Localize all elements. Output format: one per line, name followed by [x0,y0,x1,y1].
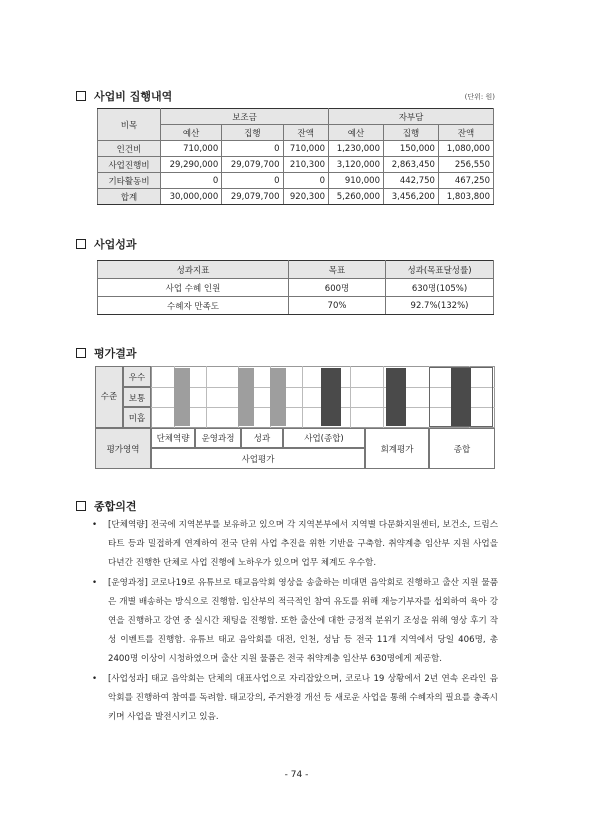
rating-bar [238,368,254,426]
checkbox-icon [76,501,86,511]
section-title-budget: 사업비 집행내역 [76,88,172,104]
subheader-budget: 예산 [329,125,384,141]
area-label: 평가영역 [106,445,140,455]
table-row: 기타활동비 0 0 0 910,000 442,750 467,250 [98,173,494,189]
area-capacity: 단체역량 [156,434,190,444]
rating-bar [174,368,190,426]
list-item: • [단체역량] 전국에 지역본부를 보유하고 있으며 각 지역본부에서 지역별 다문화지원센터, 보건소, 드림스타트 등과 밀접하게 연계하여 전국 단위 사업 추진을 위한 기반을 구축함. 취약계층 임산부 지원 사업을 다년간 진행한 단체로 사업 진행에 노하우가 있으며 업무 체계도 우수함. [92,520,498,569]
checkbox-icon [76,91,86,101]
level-excellent: 우수 [128,373,146,383]
header-subsidy: 보조금 [161,109,329,125]
page-number: - 74 - [284,770,309,780]
budget-table [97,108,494,205]
table-row: 사업 수혜 인원 600명 630명(105%) [98,279,494,297]
subheader-balance: 잔액 [438,125,493,141]
header-result: 성과(목표달성률) [386,261,494,279]
subheader-budget: 예산 [161,125,222,141]
section-title-performance: 사업성과 [76,236,137,252]
section-title-evaluation: 평가결과 [76,345,137,361]
list-item: • [사업성과] 태교 음악회는 단체의 대표사업으로 자리잡았으며, 코로나 19 상황에서 2년 연속 온라인 음악회를 진행하여 참여를 독려함. 태교강의, 주거환경 개선 등 새로운 사업을 통해 수혜자의 필요를 충족시키며 사업을 발전시키고 있음. [92,673,498,723]
area-project-overall: 사업(종합) [304,434,344,444]
level-poor: 미흡 [128,414,146,424]
opinion-list [92,516,498,727]
header-item: 비목 [98,109,161,141]
header-self-pay: 자부담 [329,109,494,125]
level-label: 수준 [100,392,118,402]
area-outcome: 성과 [253,434,271,444]
rating-bar [270,368,286,426]
header-indicator: 성과지표 [98,261,289,279]
evaluation-grid [95,366,495,469]
list-item: • [운영과정] 코로나19로 유튜브로 태교음악회 영상을 송출하는 비대면 음악회로 진행하고 출산 지원 물품은 개별 배송하는 방식으로 진행함. 임산부의 적극적인 참여 유도를 위해 재능기부자를 섭외하여 육아 강연을 진행하고 강연 중 실시간 채팅을 진행함. 또한 출산에 대한 긍정적 분위기 조성을 위해 영상 후기 작성 이벤트를 진행함. 유튜브 태교 음악회를 대전, 인천, 성남 등 전국 11개 지역에서 당일 406명, 총 2400명 이상이 시청하였으며 출산 지원 물품은 전국 취약계층 임산부 630명에게 제공함. [92,577,498,665]
accounting-eval-label: 회계평가 [380,445,414,455]
table-row: 인건비 710,000 0 710,000 1,230,000 150,000 1,080,000 [98,141,494,157]
table-row: 수혜자 만족도 70% 92.7%(132%) [98,297,494,315]
area-process: 운영과정 [201,434,235,444]
section-title-opinion: 종합의견 [76,498,137,514]
project-eval-label: 사업평가 [241,455,275,465]
level-average: 보통 [128,394,146,404]
table-row: 사업진행비 29,290,000 29,079,700 210,300 3,120,000 2,863,450 256,550 [98,157,494,173]
table-row-total: 합계 30,000,000 29,079,700 920,300 5,260,000 3,456,200 1,803,800 [98,189,494,205]
header-target: 목표 [289,261,386,279]
rating-bar [451,368,471,426]
rating-bar [386,368,406,426]
subheader-balance: 잔액 [283,125,329,141]
checkbox-icon [76,239,86,249]
performance-table [97,260,494,315]
overall-label: 종합 [453,445,471,455]
unit-label: (단위: 원) [464,93,495,101]
checkbox-icon [76,348,86,358]
subheader-exec: 집행 [222,125,283,141]
subheader-exec: 집행 [384,125,439,141]
rating-bar [321,368,341,426]
